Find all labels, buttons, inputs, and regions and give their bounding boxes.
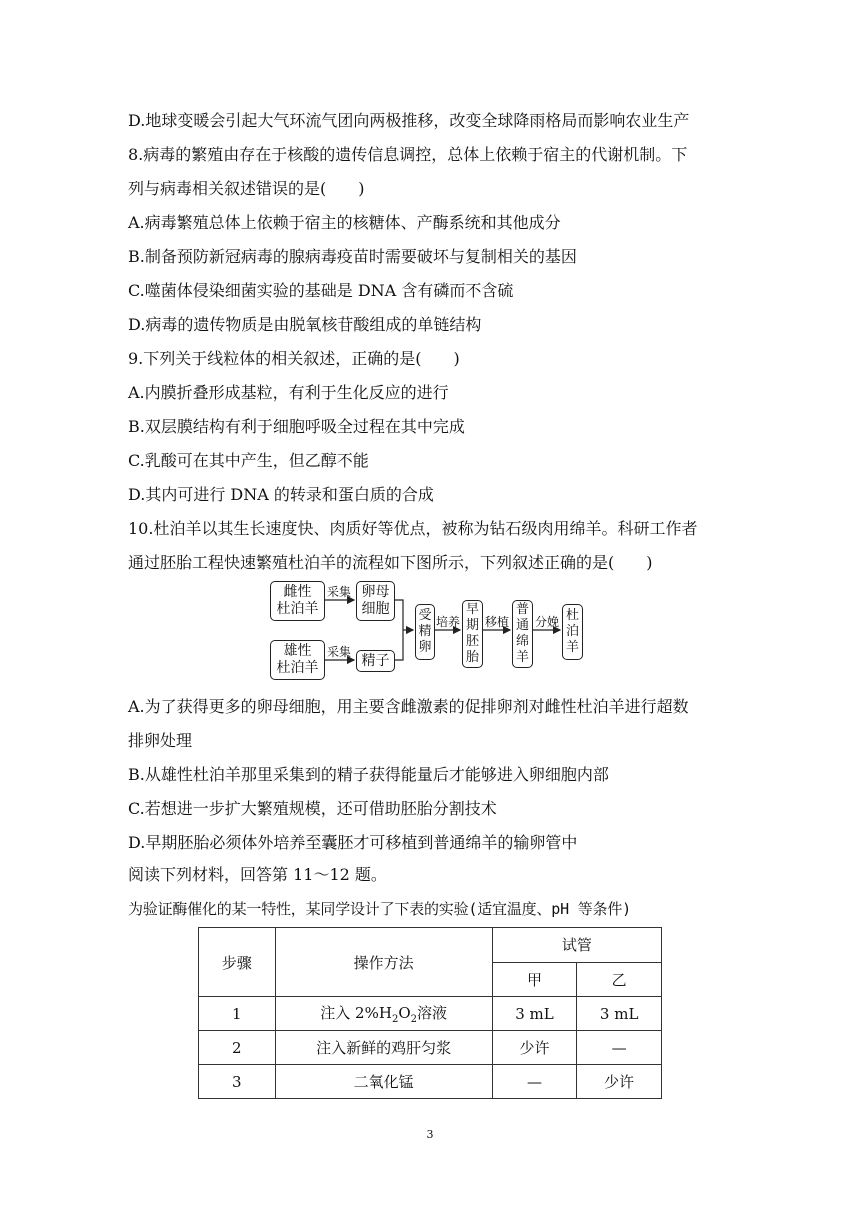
embryo-engineering-flow-diagram [270,578,592,682]
step-cell: 2 [199,1031,276,1065]
header-method: 操作方法 [275,928,492,997]
header-tube: 试管 [492,928,661,963]
collect-label-1: 采集 [327,585,352,599]
header-tube-b: 乙 [577,962,662,997]
collect-label-2: 采集 [327,645,352,659]
experiment-table [198,927,662,1099]
male-dorper-box: 雄性 杜泊羊 [270,640,325,680]
offspring-dorper-box: 杜 泊 羊 [562,604,583,660]
question-10-stem-1: 10.杜泊羊以其生长速度快、肉质好等优点，被称为钻石级肉用绵羊。科研工作者 [128,519,698,538]
tube-a-cell: 少许 [492,1031,577,1065]
option-a-q8: A.病毒繁殖总体上依赖于宿主的核糖体、产酶系统和其他成分 [128,213,561,232]
method-cell: 二氧化锰 [275,1065,492,1099]
birth-label: 分娩 [535,615,560,629]
option-a-q10-1: A.为了获得更多的卵母细胞，用主要含雌激素的促排卵剂对雌性杜泊羊进行超数 [128,697,689,716]
table-row [199,1065,662,1099]
option-b-q10: B.从雄性杜泊羊那里采集到的精子获得能量后才能够进入卵细胞内部 [128,765,609,784]
tube-a-cell: 3 mL [492,997,577,1031]
tube-b-cell: — [577,1031,662,1065]
option-d-q8: D.病毒的遗传物质是由脱氧核苷酸组成的单链结构 [128,315,482,334]
question-8-stem-1: 8.病毒的繁殖由存在于核酸的遗传信息调控，总体上依赖于宿主的代谢机制。下 [128,145,688,164]
option-b-q8: B.制备预防新冠病毒的腺病毒疫苗时需要破坏与复制相关的基因 [128,247,577,266]
header-step: 步骤 [199,928,276,997]
option-c-q9: C.乳酸可在其中产生，但乙醇不能 [128,451,369,470]
tube-b-cell: 少许 [577,1065,662,1099]
table-row [199,997,662,1031]
option-b-q9: B.双层膜结构有利于细胞呼吸全过程在其中完成 [128,417,465,436]
tube-a-cell: — [492,1065,577,1099]
option-a-q9: A.内膜折叠形成基粒，有利于生化反应的进行 [128,383,449,402]
table-row [199,1031,662,1065]
recipient-sheep-box: 普 通 绵 羊 [512,600,533,668]
option-c-q10: C.若想进一步扩大繁殖规模，还可借助胚胎分割技术 [128,799,497,818]
transplant-label: 移植 [485,615,510,629]
option-d-q10: D.早期胚胎必须体外培养至囊胚才可移植到普通绵羊的输卵管中 [128,833,578,852]
step-cell: 3 [199,1065,276,1099]
culture-label: 培养 [436,615,461,629]
question-9-stem: 9.下列关于线粒体的相关叙述，正确的是( ) [128,349,460,368]
option-c-q8: C.噬菌体侵染细菌实验的基础是 DNA 含有磷而不含硫 [128,281,514,300]
question-8-stem-2: 列与病毒相关叙述错误的是( ) [128,179,365,198]
sperm-box: 精子 [356,650,395,672]
zygote-box: 受 精 卵 [415,604,435,660]
step-cell: 1 [199,997,276,1031]
option-d-q9: D.其内可进行 DNA 的转录和蛋白质的合成 [128,485,434,504]
method-cell: 注入新鲜的鸡肝匀浆 [275,1031,492,1065]
option-d-q7: D.地球变暖会引起大气环流气团向两极推移，改变全球降雨格局而影响农业生产 [128,111,690,130]
female-dorper-box: 雌性 杜泊羊 [270,581,325,621]
option-a-q10-2: 排卵处理 [128,731,193,750]
method-cell: 注入 $2\%H_2O_2$溶液 [275,997,492,1031]
tube-b-cell: 3 mL [577,997,662,1031]
early-embryo-box: 早 期 胚 胎 [462,600,483,668]
header-tube-a: 甲 [492,962,577,997]
question-10-stem-2: 通过胚胎工程快速繁殖杜泊羊的流程如下图所示，下列叙述正确的是( ) [128,553,653,572]
reading-instruction: 阅读下列材料，回答第 11～12 题。 [128,865,387,884]
experiment-intro: 为验证酶催化的某一特性，某同学设计了下表的实验(适宜温度、pH 等条件) [128,900,631,918]
page-number: 3 [426,1128,434,1141]
oocyte-box: 卵母 细胞 [356,581,395,621]
